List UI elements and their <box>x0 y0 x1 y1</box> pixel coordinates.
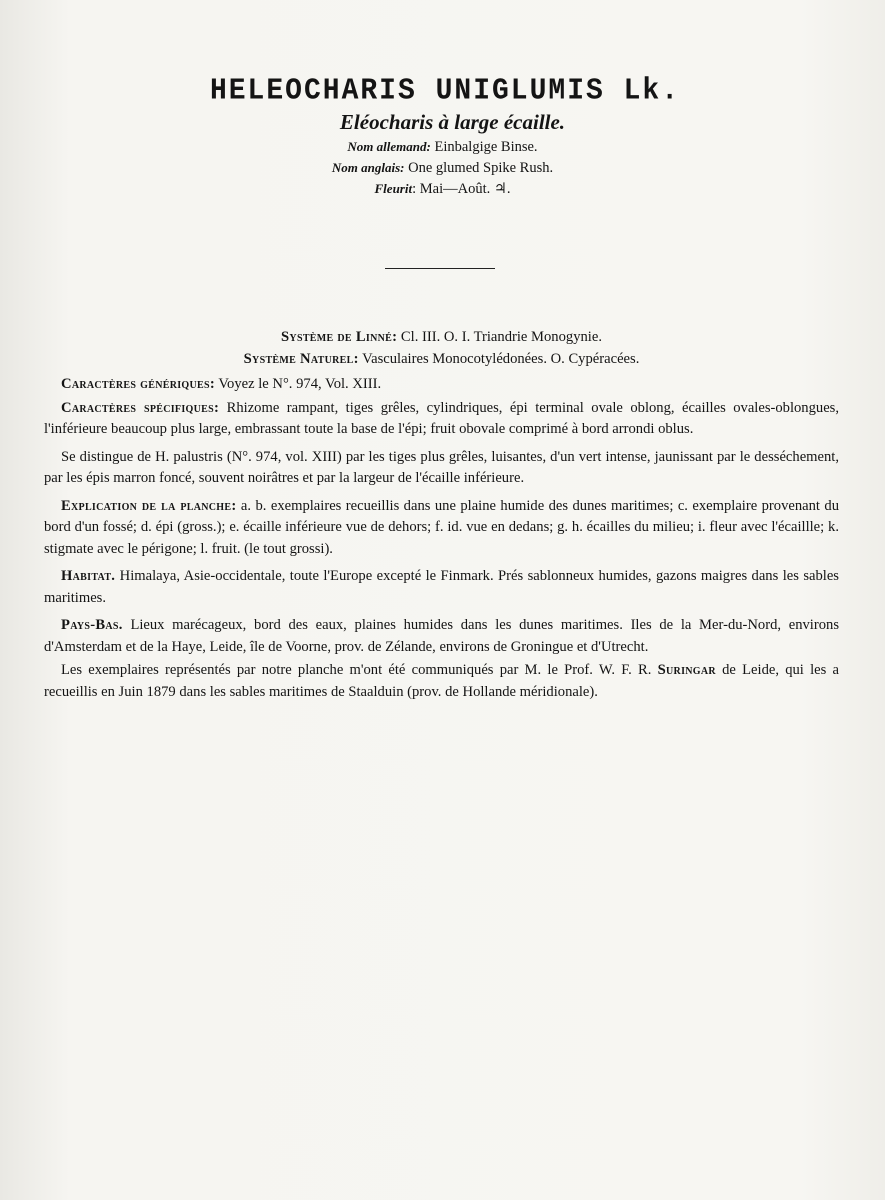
english-name-label: Nom anglais: <box>331 160 405 175</box>
linne-system-line <box>44 327 839 349</box>
natural-system-label: Système Naturel: <box>243 350 359 367</box>
german-name-value: Einbalgige Binse. <box>430 139 538 155</box>
generic-characters <box>44 374 839 396</box>
header <box>0 76 885 198</box>
plate-explanation <box>44 496 839 561</box>
specific-characters-text: Rhizome rampant, tiges grêles, cylindriques, épi terminal ovale oblong, écailles ovales-oblongues, l'inférieure beaucoup plus large, embrassant toute la base de l'épi; fruit obovale comprimé à bord arrondi oblus. <box>44 399 840 437</box>
netherlands-text: Lieux marécageux, bord des eaux, plaines humides dans les dunes maritimes. Iles de la Mer-du-Nord, environs d'Amsterdam et de la Haye, Leide, île de Voorne, prov. de Zélande, environs de Groningue et d'Utrecht. <box>44 617 839 655</box>
linne-system-value: Cl. III. O. I. Triandrie Monogynie. <box>397 329 602 345</box>
generic-characters-text: Voyez le N°. 974, Vol. XIII. <box>215 376 382 392</box>
natural-system-line <box>44 349 839 371</box>
section-divider <box>385 268 495 269</box>
plate-explanation-label: Explication de la planche: <box>61 497 237 514</box>
habitat-label: Habitat. <box>61 568 116 584</box>
description-body <box>44 327 839 709</box>
specimens-text-start: Les exemplaires représentés par notre planche m'ont été communiqués par M. le Prof. W. F. R. <box>61 662 658 678</box>
german-name-label: Nom allemand: <box>347 139 431 154</box>
specific-characters-label: Caractères spécifiques: <box>61 399 220 416</box>
flowering-line <box>0 181 885 198</box>
flowering-value: : Mai—Août. ♃. <box>412 181 511 197</box>
plate-explanation-text: a. b. exemplaires recueillis dans une plaine humide des dunes maritimes; c. exemplaire provenant du bord d'un fossé; d. épi (gross.); e. écaille inférieure vue de dehors; f. id. vue en dedans; g. h. écailles du milieu; i. fleur avec l'écaillle; k. stigmate avec le périgone; l. fruit. (le tout grossi). <box>44 497 839 557</box>
netherlands-label: Pays-Bas. <box>61 617 123 633</box>
flowering-label: Fleurit <box>374 181 413 196</box>
collector-name: Suringar <box>657 662 716 678</box>
linne-system-label: Système de Linné: <box>281 329 398 345</box>
habitat-paragraph <box>44 566 839 609</box>
species-title: HELEOCHARIS UNIGLUMIS Lk. <box>209 74 681 109</box>
specific-characters <box>44 398 839 441</box>
german-name-line <box>0 139 885 156</box>
generic-characters-label: Caractères génériques: <box>61 376 216 392</box>
habitat-text: Himalaya, Asie-occidentale, toute l'Europe excepté le Finmark. Prés sablonneux humides, gazons maigres dans les sables maritimes. <box>44 568 839 606</box>
distinction-paragraph: Se distingue de H. palustris (N°. 974, vol. XIII) par les tiges plus grêles, luisantes, d'un vert intense, jaunissant par le desséchement, par les épis marron foncé, souvent noirâtres et par la largeur de l'écaille inférieure. <box>44 448 839 486</box>
english-name-line <box>0 160 885 177</box>
netherlands-paragraph <box>44 615 839 658</box>
french-name: Eléocharis à large écaille. <box>339 110 566 134</box>
specimens-text-end: de Leide, qui les a recueillis en Juin 1879 dans les sables maritimes de Staalduin (prov. de Hollande méridionale). <box>44 662 839 700</box>
natural-system-value: Vasculaires Monocotylédonées. O. Cypéracées. <box>358 350 640 367</box>
english-name-value: One glumed Spike Rush. <box>404 160 554 176</box>
specimens-paragraph <box>44 660 839 703</box>
